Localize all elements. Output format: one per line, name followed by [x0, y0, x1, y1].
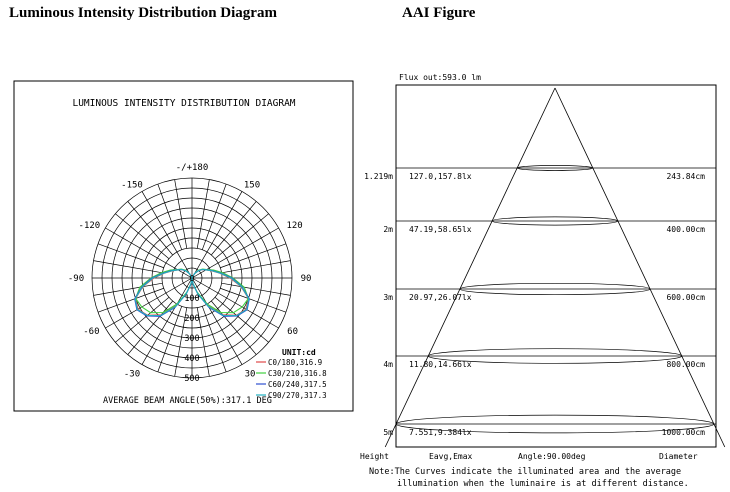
row-diameter: 1000.00cm: [661, 428, 705, 437]
aai-frame: [396, 85, 716, 447]
cone-edge: [385, 88, 555, 447]
legend-entry: C30/210,316.8: [268, 369, 327, 378]
legend-entry: C90/270,317.3: [268, 391, 327, 400]
radial-tick-label: 200: [184, 314, 200, 324]
aai-rows: [364, 172, 705, 437]
angle-label: -120: [78, 221, 101, 231]
polar-grid-spoke: [175, 180, 187, 249]
left-figure-title: Luminous Intensity Distribution Diagram: [9, 5, 277, 21]
polar-grid-spoke: [222, 261, 291, 273]
footer-height: Height: [360, 452, 389, 461]
radial-tick-label: 300: [184, 334, 200, 344]
polar-grid-spoke: [94, 283, 163, 295]
beam-angle-label: AVERAGE BEAM ANGLE(50%):317.1 DEG: [103, 396, 272, 406]
center-label: 0: [189, 274, 195, 283]
legend-entry: C60/240,317.5: [268, 380, 327, 389]
angle-label: -150: [121, 180, 143, 191]
footer-angle: Angle:90.00deg: [518, 452, 586, 461]
unit-label: UNIT:cd: [282, 348, 316, 357]
row-illuminance: 11.80,14.66lx: [409, 360, 472, 369]
row-diameter: 800.00cm: [666, 360, 705, 369]
angle-label: -/+180: [175, 163, 209, 173]
row-illuminance: 20.97,26.07lx: [409, 293, 472, 302]
radial-tick-label: 400: [184, 354, 200, 364]
angle-label: 120: [286, 221, 303, 231]
aai-figure: [355, 0, 730, 492]
angle-label: 30: [244, 369, 256, 380]
row-height: 1.219m: [364, 172, 393, 181]
polar-grid-spoke: [197, 180, 209, 249]
row-diameter: 600.00cm: [666, 293, 705, 302]
note-line-2: illumination when the luminaire is at different distance.: [397, 479, 689, 489]
polar-grid-spoke: [222, 283, 291, 295]
row-height: 5m: [383, 428, 393, 437]
aai-cone: [385, 88, 725, 447]
right-figure-title: AAI Figure: [402, 5, 476, 21]
row-diameter: 400.00cm: [666, 225, 705, 234]
footer-diameter: Diameter: [659, 452, 698, 461]
angle-label: 150: [243, 180, 261, 191]
polar-title: LUMINOUS INTENSITY DISTRIBUTION DIAGRAM: [72, 98, 296, 109]
row-height: 4m: [383, 360, 393, 369]
flux-label: Flux out:593.0 lm: [399, 73, 481, 82]
footer-eavg: Eavg,Emax: [429, 452, 473, 461]
row-illuminance: 7.551,9.384lx: [409, 428, 472, 437]
angle-label: -30: [123, 369, 141, 380]
legend-entry: C0/180,316.9: [268, 358, 323, 367]
note-line-1: Note:The Curves indicate the illuminated area and the average: [369, 467, 682, 477]
radial-tick-label: 500: [184, 374, 200, 384]
luminous-intensity-diagram: [0, 0, 360, 492]
angle-label: -60: [83, 327, 100, 337]
row-height: 2m: [383, 225, 393, 234]
radial-tick-label: 100: [184, 294, 200, 304]
legend: [256, 358, 327, 400]
row-height: 3m: [383, 293, 393, 302]
cone-edge: [555, 88, 725, 447]
row-illuminance: 47.19,58.65lx: [409, 225, 472, 234]
row-illuminance: 127.0,157.8lx: [409, 172, 472, 181]
polar-labels: [68, 163, 312, 384]
angle-label: -90: [67, 274, 85, 284]
angle-label: 90: [300, 274, 312, 284]
polar-grid-spoke: [94, 261, 163, 273]
angle-label: 60: [287, 327, 299, 337]
row-diameter: 243.84cm: [666, 172, 705, 181]
